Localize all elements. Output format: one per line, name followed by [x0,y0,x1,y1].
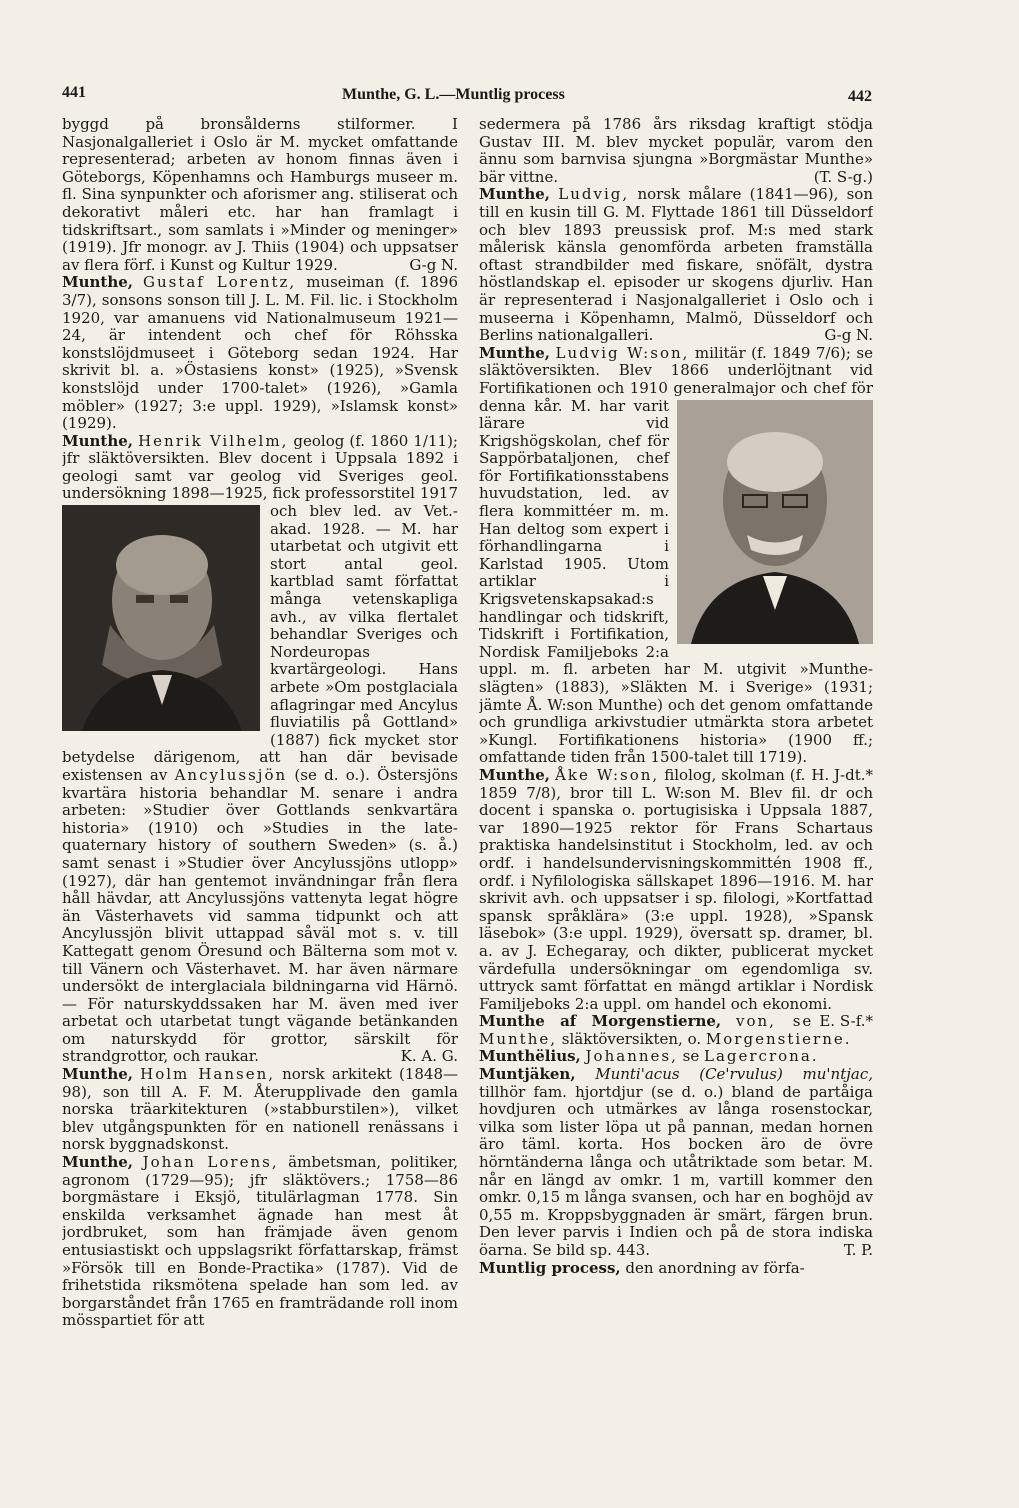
entry-headword: Munthe af Morgenstierne, [479,1012,722,1031]
portrait-illustration [62,505,260,731]
entry-name: Ludvig W:son, [555,343,690,362]
entry-name: Johan Lorens, [142,1153,279,1172]
author-signature: G-g N. [409,255,458,274]
portrait-photo-ludvig-munthe [677,400,873,644]
right-column [479,116,873,1386]
entry-name: Gustaf Lorentz, [142,273,297,292]
author-signature: G-g N. [824,326,873,345]
entry-continuation [479,116,873,186]
entry-headword: Munthëlius, [479,1047,581,1066]
entry-muntlig-process [479,1260,873,1278]
cross-reference: Munthe, [479,1029,558,1048]
page-header [62,84,872,110]
entry-johan-lorens [62,1154,458,1330]
entry-text: norsk målare (1841—96), son till en kusin till G. M. Flyttade 1861 till Düsseldorf och blev 1893 preussisk prof. M:s med stark målerisk känsla genomförda arbeten framställa oftast strandbilder med fiskare, snöfält, dystra höstlandskap el. episoder ur skogens djurliv. Han är representerad i Nasjonalgalleriet i Oslo och i museerna i Köpenhamn, Malmö, Düsseldorf och Berlins nationalgalleri. [479,185,873,345]
cross-reference: Lagercrona. [704,1047,819,1066]
entry-text: den anordning av förfa- [625,1258,805,1277]
entry-text: släktöversikten, o. [561,1029,702,1048]
entry-headword: Muntlig process, [479,1258,621,1277]
entry-text: tillhör fam. hjortdjur (se d. o.) bland de partåiga hovdjuren och utmärkes av långa rosenstockar, vilka som lister löpa ut på pannan, medan hornen äro täml. korta. Hos bocken äro de övre hörntänderna långa och utåtriktade som betar. M. når en längd av omkr. 1 m, vartill kommer den omkr. 0,15 m långa svansen, och har en boghöjd av 0,55 m. Kroppsbyggnaden är smärt, färgen brun. Den lever parvis i Indien och på de stora indiska öarna. Se bild sp. 443. [479,1082,873,1259]
entry-text: geolog (f. 1860 1/11); jfr släktöversikten. Blev docent i Uppsala 1892 i geologi samt var geolog vid Sveriges geol. undersökning 1898—1925, fick [62,431,458,503]
page-number-right: 442 [848,88,872,105]
entry-name: Ludvig, [558,185,630,204]
cross-reference: Morgenstierne. [705,1029,852,1048]
entry-name: Johannes, [585,1047,678,1066]
cross-reference: Ancylussjön [174,765,288,784]
entry-text: se [682,1047,700,1066]
entry-muntjaken [479,1066,873,1260]
author-signature: H. J-dt.* [811,765,873,784]
entry-text: museiman (f. 1896 3/7), sonsons sonson till J. L. M. Fil. lic. i Stockholm 1920, var amanuens vid Nationalmuseum 1921—24, är intendent och chef för Röhsska konstslöjdmuseet i Göteborg sedan 1924. Har skrivit bl. a. »Östasiens konst» (1925), »Svensk konstslöjd under 1700-talet» (1926), »Gamla möbler» (1927; 3:e uppl. 1929), »Islamsk konst» (1929). [62,273,458,433]
author-signature: T. P. [843,1241,873,1259]
entry-text: von, se [735,1012,814,1031]
entry-text: varit lärare vid Krigshögskolan, chef för Sappörbataljonen, chef för Fortifikationsstabens huvudstation, led. av flera kommittéer m. m. Han deltog som expert i förhandlingarna i Karlstad 1905. Utom artiklar i Krigsvetenskapsakad:s handlingar och tidskrift, Tidskrift i Fortifikation, Nordisk Familjeboks 2:a uppl. m. fl. arbeten har M. utgivit »Munthe-slägten» (1883), »Släkten M. i Sverige» (1931; jämte Å. W:son Munthe) och det genom omfattande och grundliga arkivstudier utmärkta stora arbetet »Kungl. Fortifikationens historia» (1900 ff.; omfattande tiden från 1500-talet till 1719). [479,396,873,767]
portrait-illustration [677,400,873,644]
portrait-photo-henrik-munthe [62,505,260,731]
running-title: Munthe, G. L.—Muntlig process [342,86,565,103]
entry-text: byggd på bronsålderns stilformer. I Nasjonalgalleriet i Oslo är M. mycket omfattande representerad; arbeten av honom finnas även i Göteborgs, Köpenhamns och Hamburgs museer m. fl. Sina synpunkter och aforismer ang. stiliserat och dekorativt måleri etc. har han framlagt i tidskriftsart., som samlats i »Minder og meninger» (1919). Jfr monogr. av J. Thiis (1904) och uppsatser av flera förf. i Kunst og Kultur 1929. [62,116,458,274]
entry-headword: Munthe, [62,273,134,292]
entry-text: filolog, skolman (f. 1859 7/8), bror till L. W:son M. Blev fil. dr och docent i spanska o. portugisiska i Uppsala 1887, var 1890—1925 rektor för Frans Schartaus praktiska handelsinstitut i Stockholm, led. av och ordf. i handelsundervisningskommittén 1908 ff., ordf. i Nyfilologiska sällskapet 1896—1916. M. har skrivit avh. och uppsatser i sp. filologi, »Kortfattad spansk språklära» (3:e uppl. 1928), »Spansk läsebok» (3:e uppl. 1929), översatt sp. dramer, bl. a. av J. Echegaray, och dikter, publicerat mycket värdefulla undersökningar om egendomliga sv. uttryck samt författat en mängd artiklar i Nordisk Familjeboks 2:a uppl. om handel och ekonomi. [479,765,873,1013]
entry-headword: Munthe, [479,185,551,204]
latin-name: Munti'acus [595,1065,680,1084]
entry-text: ämbetsman, politiker, agronom (1729—95); jfr släktövers.; 1758—86 borgmästare i Eksjö, titulärlagman 1778. Sin enskilda verksamhet ägnade han mest åt jordbruket, som han främjade även genom entusiastiskt och uppslagsrikt författarskap, främst »Försök till en Bonde-Practika» (1787). Vid de frihetstida riksmötena spelade han som led. av borgarståndet från 1765 en framträdande roll inom mösspartiet för att [62,1153,458,1330]
entry-name: Henrik Vilhelm, [138,431,289,450]
entry-text: (se d. o.). Östersjöns kvartära historia behandlar M. senare i andra arbeten: »Studier över Gottlands senkvartära historia» (1910) och »Studies in the late-quaternary history of southern Sweden» (s. å.) samt senast i »Studier över Ancylussjöns utlopp» (1927), där han gentemot invändningar från flera håll hävdar, att Ancylussjöns vattenyta legat högre än Västerhavets vid samma tidpunkt och att Ancylussjön blivit uttappad såväl mot s. v. till Kattegatt genom Öresund och Bälterna som mot v. till Vänern och Västerhavet. M. har även närmare undersökt de interglaciala bildningarna vid Härnö. — För naturskyddssaken har M. även med iver arbetat och utarbetat tungt vägande betänkanden om naturskydd för grottor, särskilt för strandgrottor, och raukar. [62,765,458,1066]
entry-henrik-vilhelm [62,433,458,1066]
entry-continuation [62,116,458,274]
entry-headword: Muntjäken, [479,1065,576,1084]
latin-name: (Ce'rvulus) [699,1065,783,1084]
author-signature: (T. S-g.) [813,167,873,186]
page-number-left: 441 [62,84,86,101]
entry-headword: Munthe, [62,1153,134,1172]
left-column [62,116,458,1386]
entry-headword: Munthe, [62,1065,134,1084]
entry-name: Åke W:son, [555,765,660,784]
entry-name: Holm Hansen, [140,1065,276,1084]
entry-headword: Munthe, [62,431,134,450]
entry-headword: Munthe, [479,765,551,784]
entry-text: professorstitel 1917 och blev led. av Vet.-akad. 1928. — M. har utarbetat och utgivit ett stort antal geol. kartblad samt författat många vetenskapliga avh., av vilka flertalet behandlar Sveriges och Nordeuropas kvartärgeologi. Hans arbete »Om postglaciala aflagringar med Ancylus fluviatilis på Gottland» (1887) fick mycket stor betydelse därigenom, att han där bevisade existensen av [62,484,458,784]
entry-text: norsk arkitekt (1848—98), son till A. F. M. Återupplivade den gamla norska träarkitekturen (»stabburstilen»), vilket blev utgångspunkten för en nationell renässans i norsk byggnadskonst. [62,1065,458,1154]
entry-headword: Munthe, [479,343,551,362]
entry-text: sedermera på 1786 års riksdag kraftigt stödja Gustav III. M. blev mycket populär, varom den ännu som barnvisa sjungna »Borgmästar Munthe» bär vittne. [479,116,873,186]
author-signature: E. S-f.* [819,1012,873,1031]
author-signature: K. A. G. [400,1047,458,1066]
entry-ludvig [479,186,873,344]
entry-holm-hansen [62,1066,458,1154]
entry-text: militär (f. 1849 7/6); se släktöversikten. Blev 1866 underlöjtnant vid Fortifikationen och 1910 generalmajor och chef för denna kår. M. har [479,343,873,415]
entry-gustaf-lorentz [62,274,458,432]
latin-name: mu'ntjac, [802,1065,873,1084]
entry-munthelius [479,1048,873,1066]
